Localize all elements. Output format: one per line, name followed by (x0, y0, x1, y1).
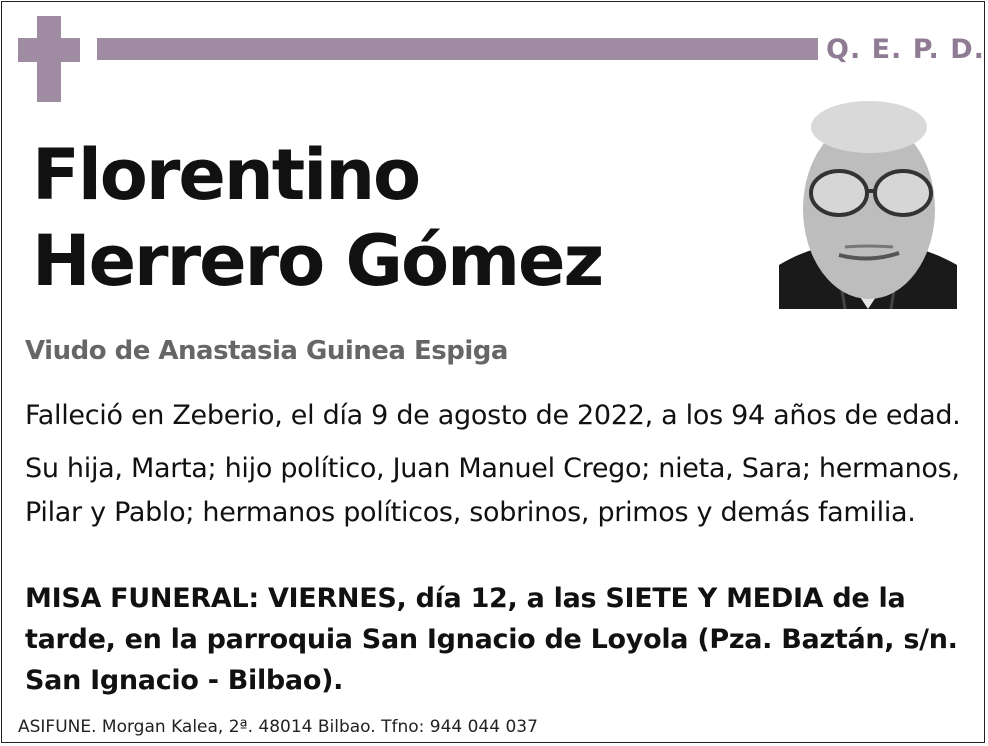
portrait-photo (779, 97, 957, 309)
first-name: Florentino (32, 134, 420, 216)
death-notice: Falleció en Zeberio, el día 9 de agosto de 2022, a los 94 años de edad. (25, 400, 961, 431)
funeral-mass-notice: MISA FUNERAL: VIERNES, día 12, a las SIETE Y MEDIA de la tarde, en la parroquia San Ignacio de Loyola (Pza. Baztán, s/n. San Ignacio - Bilbao). (25, 583, 958, 696)
widow-subtitle: Viudo de Anastasia Guinea Espiga (25, 336, 508, 366)
funeral-home-footer: ASIFUNE. Morgan Kalea, 2ª. 48014 Bilbao. Tfno: 944 044 037 (18, 717, 538, 737)
family-notice: Su hija, Marta; hijo político, Juan Manuel Crego; nieta, Sara; hermanos, Pilar y Pablo; hermanos políticos, sobrinos, primos y demás familia. (25, 453, 960, 528)
qepd-label: Q. E. P. D. (826, 34, 985, 65)
deceased-name (32, 132, 602, 304)
header-rule (97, 38, 818, 60)
last-name: Herrero Gómez (32, 220, 603, 302)
cross-icon-bar (18, 38, 80, 62)
